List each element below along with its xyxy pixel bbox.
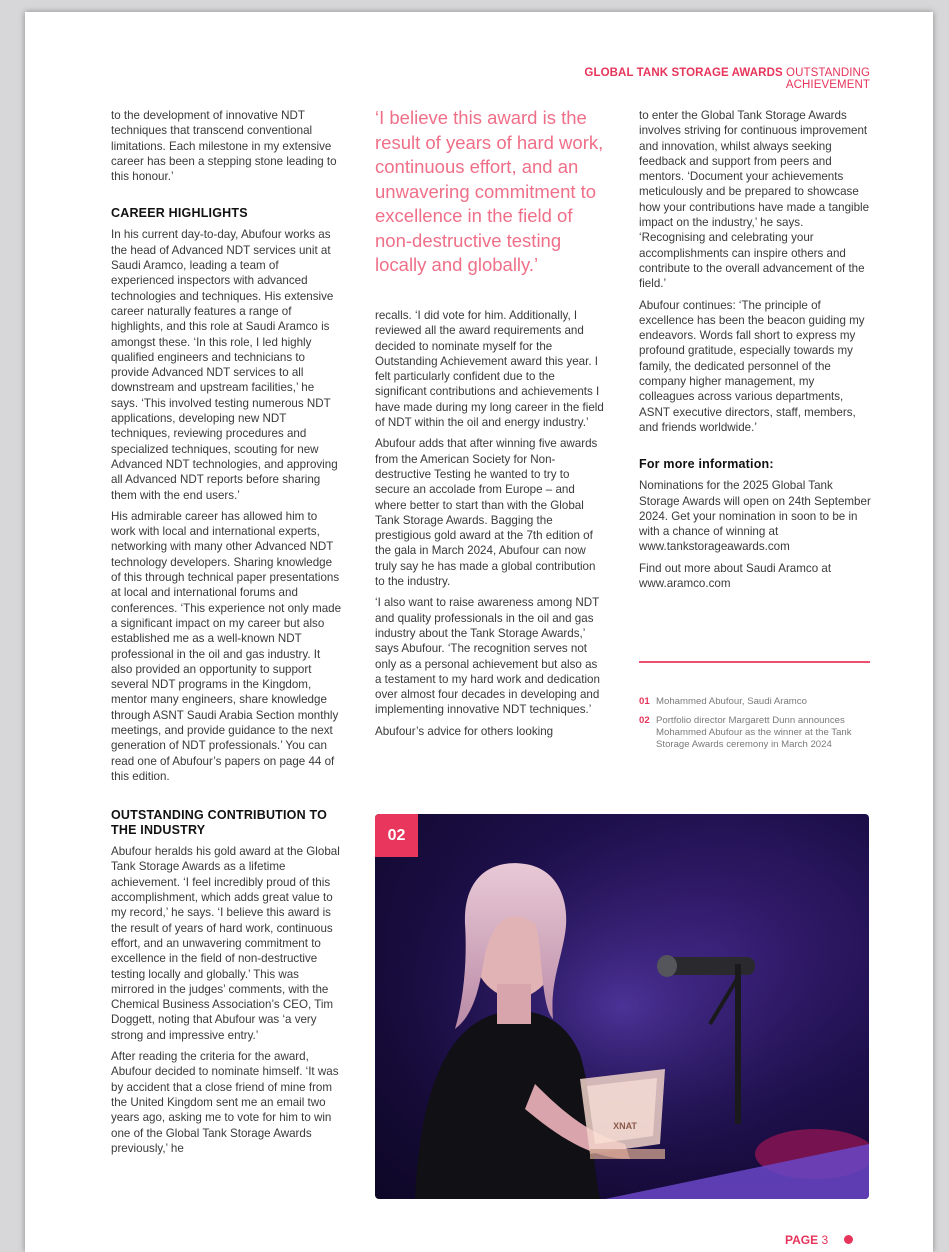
- header-section-title: GLOBAL TANK STORAGE AWARDS: [584, 67, 783, 79]
- person-neck: [497, 984, 531, 1024]
- paragraph: Abufour’s advice for others looking: [375, 724, 554, 738]
- caption-text: Mohammed Abufour, Saudi Aramco: [656, 696, 807, 707]
- article-column-3: [639, 108, 871, 597]
- subheading-outstanding-contribution: OUTSTANDING CONTRIBUTION TO THE INDUSTRY: [111, 808, 328, 838]
- caption-01: [639, 696, 870, 708]
- award-ceremony-photo: [375, 814, 869, 1199]
- page-footer: [785, 1233, 853, 1247]
- photo-number-badge: 02: [375, 814, 418, 857]
- paragraph: In his current day-to-day, Abufour works as the head of Advanced NDT services unit at Saudi Aramco, leading a team of experienced inspectors with advanced technologies and techniques. His extensive career naturally features a range of highlights, and this role at Saudi Aramco is amongst these. ‘In this role, I led highly qualified engineers and technicians to provide Advanced NDT services to all downstream and upstream facilities,’ he says. ‘This involved testing numerous NDT applications, developing new NDT techniques, reviewing procedures and specialized techniques, scouting for new Advanced NDT technologies, and approving all Advanced NDT reports before sharing them with the end users.’: [111, 228, 338, 502]
- trophy-label: XNAT: [613, 1121, 637, 1131]
- footer-dot-icon: [844, 1235, 853, 1244]
- paragraph: to the development of innovative NDT techniques that transcend conventional limitations. Each milestone in my extensive career has been a stepping stone leading to this honour.’: [111, 109, 337, 184]
- magazine-page: [25, 12, 933, 1252]
- paragraph: Nominations for the 2025 Global Tank Storage Awards will open on 24th September 2024. Get your nomination in soon to be in with a chance of winning at www.tankstorageawards.com: [639, 479, 871, 554]
- caption-number: 01: [639, 696, 650, 707]
- pull-quote: ‘I believe this award is the result of years of hard work, continuous effort, and an unwavering commitment to excellence in the field of non-destructive testing locally and globally.’: [375, 107, 604, 275]
- article-column-1: [111, 108, 343, 1162]
- paragraph: to enter the Global Tank Storage Awards involves striving for continuous improvement and innovation, whilst always seeking feedback and support from peers and mentors. ‘Document your achievements meticulously and be prepared to showcase how your contributions have made a tangible impact on the industry,’ he says. ‘Recognising and celebrating your accomplishments can inspire others and contribute to the overall advancement of the field.’: [639, 109, 870, 291]
- caption-number: 02: [639, 715, 650, 726]
- photo-illustration: [375, 814, 869, 1199]
- paragraph: Abufour adds that after winning five awards from the American Society for Non-destructive Testing he wanted to try to secure an accolade from Europe – and where better to start than with the Global Tank Storage Awards. Bagging the prestigious gold award at the 7th edition of the gala in March 2024, Abufour can now truly say he has made a global contribution to the industry.: [375, 437, 598, 589]
- header-section-subtitle: OUTSTANDING ACHIEVEMENT: [785, 67, 870, 91]
- more-info-heading: For more information:: [639, 457, 774, 472]
- page-label: PAGE: [785, 1233, 819, 1247]
- paragraph: His admirable career has allowed him to work with local and international experts, networking with many other Advanced NDT technology developers. Sharing knowledge of this through technical paper presentations at local and international forums and conferences. ‘This experience not only made a significant impact on my career but also established me as a well-known NDT professional in the oil and gas industry. It also provided an opportunity to support several NDT programs in the Kingdom, mentor many engineers, share knowledge through ASNT Saudi Arabia Section monthly meetings, and provide guidance to the next generation of NDT professionals.’ You can read one of Abufour’s papers on page 44 of this edition.: [111, 509, 342, 783]
- subheading-career-highlights: CAREER HIGHLIGHTS: [111, 206, 248, 221]
- paragraph: ‘I also want to raise awareness among NDT and quality professionals in the oil and gas industry about the Tank Storage Awards,’ says Abufour. ‘The recognition serves not only as a personal achievement but also as a testament to my hard work and dedication over almost four decades in developing and implementing innovative NDT techniques.’: [375, 596, 600, 717]
- caption-02: [639, 715, 870, 751]
- article-column-2: [375, 308, 607, 745]
- paragraph: Find out more about Saudi Aramco at www.aramco.com: [639, 561, 832, 591]
- page-number: 3: [821, 1233, 829, 1247]
- paragraph: recalls. ‘I did vote for him. Additionally, I reviewed all the award requirements and decided to nominate myself for the Outstanding Achievement award this year. I felt particularly confident due to the significant contributions and achievements I have made during my long career in the field of NDT within the oil and energy industry.’: [375, 309, 604, 430]
- paragraph: Abufour continues: ‘The principle of excellence has been the beacon guiding my endeavors. Words fall short to express my profound gratitude, especially towards my family, the dedicated personnel of the company higher management, my colleagues across various departments, ASNT executive directors, staff, members, and friends worldwide.’: [639, 298, 865, 434]
- caption-divider: [639, 661, 870, 663]
- paragraph: After reading the criteria for the award, Abufour decided to nominate himself. ‘It was by accident that a close friend of mine from the United Kingdom sent me an email two years ago, asking me to vote for him to win one of the Global Tank Storage Awards previously,’ he: [111, 1050, 339, 1155]
- caption-text: Portfolio director Margarett Dunn announces Mohammed Abufour as the winner at the Tank Storage Awards ceremony in March 2024: [656, 715, 852, 750]
- running-header: [503, 67, 870, 91]
- paragraph: Abufour heralds his gold award at the Global Tank Storage Awards as a lifetime achievement. ‘I feel incredibly proud of this accomplishment, which adds great value to my record,’ he says. ‘I believe this award is the result of years of hard work, continuous effort, and an unwavering commitment to excellence in the field of non-destructive testing locally and globally.’ This was mirrored in the judges’ comments, with the Chemical Business Association’s CEO, Tim Doggett, noting that Abufour was ‘a very strong and impressive entry.’: [111, 845, 340, 1042]
